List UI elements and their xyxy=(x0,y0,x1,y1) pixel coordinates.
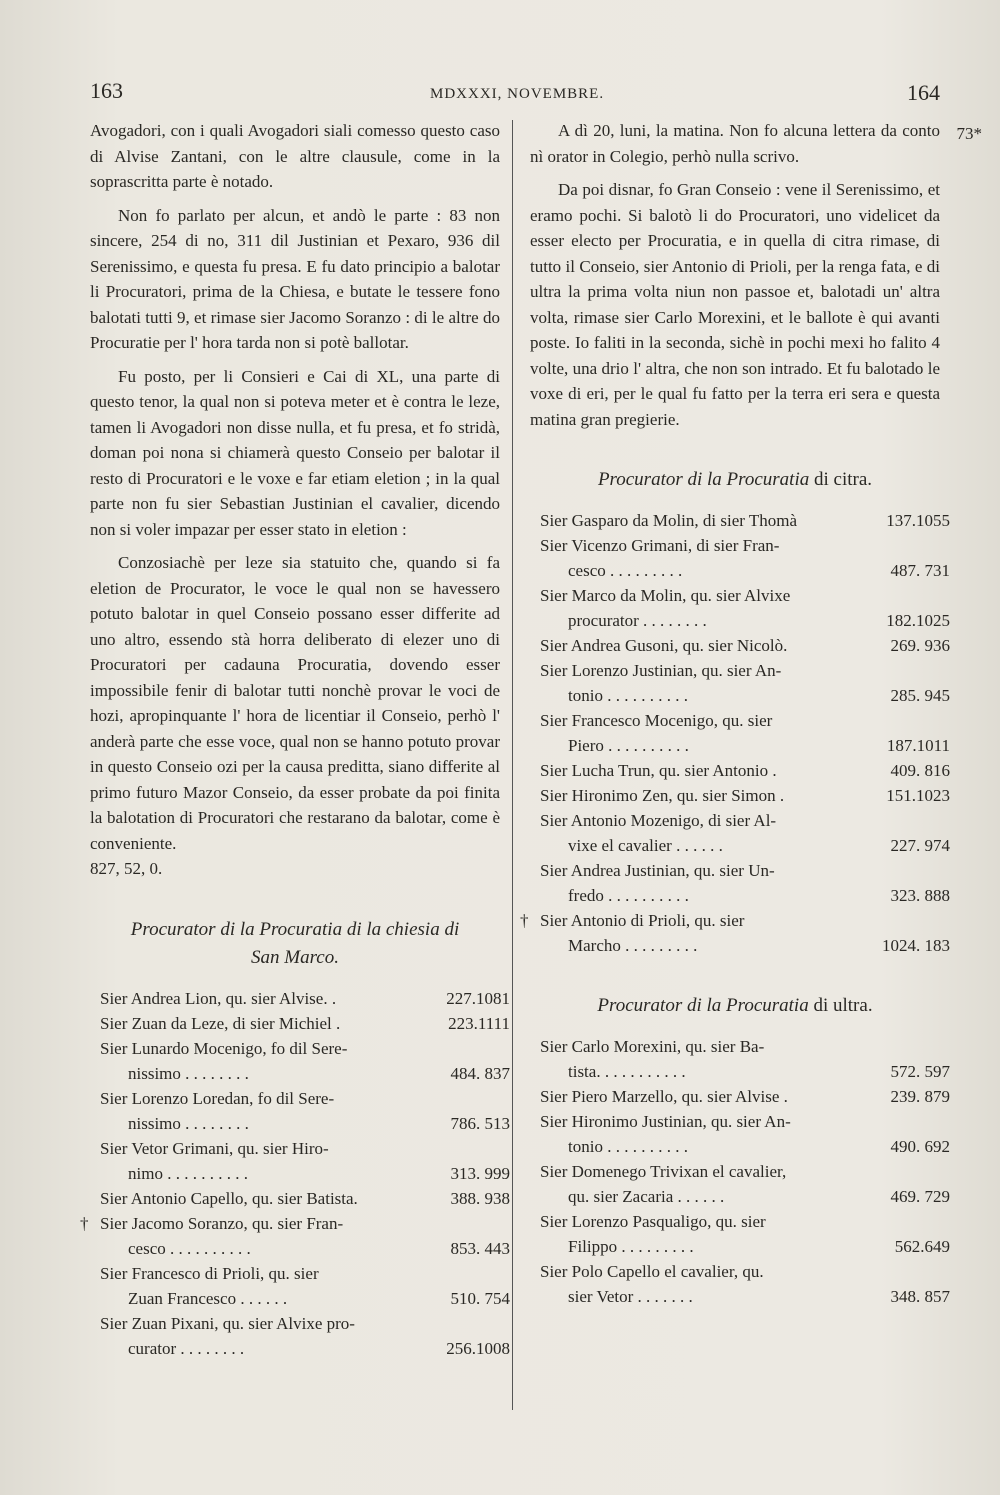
table-row xyxy=(540,783,950,808)
table-row xyxy=(540,1034,950,1084)
entry-name-cell xyxy=(520,908,882,958)
entry-name: Sier Vetor Grimani, qu. sier Hiro- xyxy=(100,1138,329,1158)
table-row xyxy=(100,1086,510,1136)
entry-votes: 227.1081 xyxy=(446,988,510,1008)
table-row xyxy=(100,1136,510,1186)
entry-name-continuation: Piero . . . . . . . . . . xyxy=(568,736,689,755)
entry-name-cell xyxy=(100,986,444,1011)
entry-name: Sier Francesco Mocenigo, qu. sier xyxy=(540,711,773,730)
entry-votes: 484. 837 xyxy=(450,1063,510,1083)
entry-name: Sier Zuan Pixani, qu. sier Alvixe pro- xyxy=(100,1313,355,1333)
entry-name-cell xyxy=(100,1136,444,1186)
entry-name-continuation: vixe el cavalier . . . . . . xyxy=(568,836,723,855)
paragraph: Avogadori, con i quali Avogadori siali comesso questo caso di Alvise Zantani, con le altre clausule, come in la soprascritta parte è notado. xyxy=(90,121,500,191)
entry-name-cell xyxy=(540,1209,884,1259)
table-row xyxy=(540,533,950,583)
entry-votes: 182.1025 xyxy=(886,611,950,630)
table-row xyxy=(540,858,950,908)
entry-name: Sier Andrea Lion, qu. sier Alvise. . xyxy=(100,988,337,1008)
entry-name: Sier Lunardo Mocenigo, fo dil Sere- xyxy=(100,1038,348,1058)
entry-name: Sier Antonio di Prioli, qu. sier xyxy=(540,911,745,930)
dagger-mark: † xyxy=(520,911,529,930)
page-number-right: 164 xyxy=(907,80,940,105)
entry-name-cell xyxy=(540,583,882,633)
entry-name: Sier Polo Capello el cavalier, qu. xyxy=(540,1262,764,1281)
paragraph: Non fo parlato per alcun, et andò le parte : 83 non sincere, 254 di no, 311 dil Justinian et Pexaro, 936 dil Serenissimo, e questa fu presa. E fu dato principio a balotar li Procuratori, prima de la Chiesa, e butate le tessere fono balotati tutti 9, et rimase sier Jacomo Soranzo : di le altre do Procuratie per l' hora tarda non si potè ballotar. xyxy=(90,205,500,352)
entry-name: Sier Andrea Justinian, qu. sier Un- xyxy=(540,861,775,880)
entry-votes: 786. 513 xyxy=(450,1113,510,1133)
entry-votes: 285. 945 xyxy=(890,686,950,705)
section-title-line: Procurator di la Procuratia di la chiesia di xyxy=(130,918,460,940)
entry-votes: 853. 443 xyxy=(450,1238,510,1258)
entry-votes: 1024. 183 xyxy=(882,936,950,955)
page-number-left: 163 xyxy=(90,78,123,103)
section-title-italic: Procurator di la Procuratia xyxy=(597,995,809,1016)
entry-name: Sier Lorenzo Loredan, fo dil Sere- xyxy=(100,1088,335,1108)
table-row xyxy=(540,1159,950,1209)
table-row xyxy=(540,658,950,708)
entry-name: Sier Lorenzo Pasqualigo, qu. sier xyxy=(540,1212,766,1231)
column-divider xyxy=(512,120,513,1410)
entry-name-cell xyxy=(100,1311,444,1361)
paragraph: Da poi disnar, fo Gran Conseio : vene il Serenissimo, et eramo pochi. Si balotò li do Procuratori, uno videlicet da esser electo per Procuratia, e in quella di citra rimase, di tutto il Conseio, sier Antonio di Prioli, per la renga fata, e di ultra la prima volta niun non passoe et, balotadi un' altra volta, rimase sier Carlo Morexini, et le ballote è qui avanti poste. Io faliti in la seconda, sichè in pochi mexi ho falito 4 volte, una drio l' altra, che non son intrado. Et fu balotado le voxe di eri, per le qual fu fatto per la terra eri sera e questa matina gran pregierie. xyxy=(530,180,940,429)
entry-name-continuation: nissimo . . . . . . . . xyxy=(128,1063,249,1083)
entry-name-continuation: qu. sier Zacaria . . . . . . xyxy=(568,1187,725,1206)
entry-name-cell xyxy=(100,1186,444,1211)
table-row xyxy=(540,1259,950,1309)
votes-table xyxy=(520,508,950,958)
entry-name-cell xyxy=(540,658,882,708)
entry-votes: 487. 731 xyxy=(890,561,950,580)
section-title xyxy=(530,466,940,494)
table-row xyxy=(540,633,950,658)
left-column xyxy=(80,118,510,1361)
entry-votes: 227. 974 xyxy=(890,836,950,855)
entry-name-continuation: cesco . . . . . . . . . . xyxy=(128,1238,251,1258)
table-row xyxy=(540,583,950,633)
entry-name: Sier Andrea Gusoni, qu. sier Nicolò. xyxy=(540,636,788,655)
entry-votes: 348. 857 xyxy=(890,1287,950,1306)
entry-name: Sier Carlo Morexini, qu. sier Ba- xyxy=(540,1037,765,1056)
paragraph: Conzosiachè per leze sia statuito che, quando si fa eletion de Procurator, le voce le qual non se havessero potuto balotar in quel Conseio possano esser differite ad uno altro, essendo stà horra deliberato di elezer uno di Procuratori per cadauna Procuratia, dovendo esser impossibile fenir di balotar tutti nonchè provar le voci de hozi, apropinquante l' hora de licentiar il Conseio, perhò l' anderà parte che esse voce, qual non se hanno potuto provar in questo Conseio ozi per la causa preditta, siano differite al primo futuro Mazor Conseio, da esser probate da poi finita la balotation di Procuratori che restarano da balotar, come è conveniente. xyxy=(90,553,500,853)
entry-name-continuation: curator . . . . . . . . xyxy=(128,1338,245,1358)
entry-name: Sier Hironimo Zen, qu. sier Simon . xyxy=(540,786,785,805)
table-row xyxy=(540,1084,950,1109)
entry-votes: 137.1055 xyxy=(886,511,950,530)
table-row xyxy=(100,1186,510,1211)
entry-votes: 269. 936 xyxy=(890,636,950,655)
entry-votes: 323. 888 xyxy=(890,886,950,905)
entry-name: Sier Zuan da Leze, di sier Michiel . xyxy=(100,1013,341,1033)
entry-votes: 313. 999 xyxy=(450,1163,510,1183)
entry-name-continuation: sier Vetor . . . . . . . xyxy=(568,1287,693,1306)
entry-name-cell xyxy=(540,783,882,808)
entry-name: Sier Gasparo da Molin, di sier Thomà xyxy=(540,511,798,530)
entry-name-continuation: tonio . . . . . . . . . . xyxy=(568,686,688,705)
entry-name-continuation: tista. . . . . . . . . . . xyxy=(568,1062,686,1081)
table-row xyxy=(540,908,950,958)
table-row xyxy=(540,508,950,533)
right-column xyxy=(520,118,950,1309)
entry-name-cell xyxy=(540,1084,884,1109)
paragraph: Fu posto, per li Consieri e Cai di XL, una parte di questo tenor, la qual non si poteva meter et è contra le leze, tamen li Avogadori non disse nulla, et fu presa, et fo stridà, doman poi nona si chiamerà questo Conseio per balotar il resto di Procuratori e le voxe e far etiam eletion ; in la qual parte non fu sier Sebastian Justinian el cavalier, dicendo non si voler impazar per esser stato in eletion : xyxy=(90,366,500,539)
paragraph: 827, 52, 0. xyxy=(90,859,163,878)
table-row xyxy=(100,1011,510,1036)
votes-table xyxy=(80,986,510,1361)
running-title: MDXXXI, NOVEMBRE. xyxy=(430,86,605,102)
table-row xyxy=(100,1036,510,1086)
entry-name-cell xyxy=(540,708,882,758)
entry-name-cell xyxy=(540,858,882,908)
entry-votes: 469. 729 xyxy=(890,1187,950,1206)
entry-votes: 239. 879 xyxy=(890,1087,950,1106)
entry-name-cell xyxy=(540,1034,884,1084)
table-row xyxy=(540,1209,950,1259)
page-header xyxy=(90,78,950,108)
entry-votes: 388. 938 xyxy=(450,1188,510,1208)
entry-votes: 187.1011 xyxy=(886,736,950,755)
entry-votes: 510. 754 xyxy=(450,1288,510,1308)
entry-name-cell xyxy=(100,1261,444,1311)
table-row xyxy=(540,708,950,758)
entry-name-continuation: nissimo . . . . . . . . xyxy=(128,1113,249,1133)
section-title xyxy=(530,992,940,1020)
entry-name: Sier Piero Marzello, qu. sier Alvise . xyxy=(540,1087,788,1106)
section-title xyxy=(90,916,500,972)
entry-name-cell xyxy=(100,1036,444,1086)
entry-name-continuation: nimo . . . . . . . . . . xyxy=(128,1163,248,1183)
entry-name-continuation: Filippo . . . . . . . . . xyxy=(568,1237,694,1256)
entry-name-continuation: fredo . . . . . . . . . . xyxy=(568,886,689,905)
entry-name-cell xyxy=(540,808,882,858)
entry-name: Sier Lucha Trun, qu. sier Antonio . xyxy=(540,761,777,780)
entry-name: Sier Antonio Mozenigo, di sier Al- xyxy=(540,811,777,830)
table-row xyxy=(540,758,950,783)
entry-votes: 490. 692 xyxy=(890,1137,950,1156)
entry-name-continuation: tonio . . . . . . . . . . xyxy=(568,1137,688,1156)
entry-votes: 409. 816 xyxy=(890,761,950,780)
table-row xyxy=(540,1109,950,1159)
entry-votes: 572. 597 xyxy=(890,1062,950,1081)
section-title-italic: Procurator di la Procuratia xyxy=(597,469,810,490)
entry-name-cell xyxy=(100,1086,444,1136)
table-row xyxy=(100,1211,510,1261)
entry-name: Sier Lorenzo Justinian, qu. sier An- xyxy=(540,661,782,680)
entry-name: Sier Jacomo Soranzo, qu. sier Fran- xyxy=(100,1213,344,1233)
entry-name: Sier Vicenzo Grimani, di sier Fran- xyxy=(540,536,780,555)
entry-name-cell xyxy=(540,1109,884,1159)
entry-votes: 223.1111 xyxy=(448,1013,510,1033)
entry-name-cell xyxy=(540,1159,884,1209)
entry-name-cell xyxy=(540,633,882,658)
table-row xyxy=(540,808,950,858)
table-row xyxy=(100,1261,510,1311)
entry-name-continuation: Zuan Francesco . . . . . . xyxy=(128,1288,288,1308)
entry-name: Sier Antonio Capello, qu. sier Batista. xyxy=(100,1188,358,1208)
entry-name-cell xyxy=(540,508,882,533)
entry-name-continuation: cesco . . . . . . . . . xyxy=(568,561,683,580)
section-title-rest: di ultra. xyxy=(813,995,873,1016)
entry-votes: 151.1023 xyxy=(886,786,950,805)
entry-name-cell xyxy=(540,758,882,783)
entry-name: Sier Domenego Trivixan el cavalier, xyxy=(540,1162,787,1181)
entry-votes: 562.649 xyxy=(894,1237,950,1256)
entry-name: Sier Marco da Molin, qu. sier Alvixe xyxy=(540,586,791,605)
margin-note: 73* xyxy=(956,124,982,143)
entry-name: Sier Francesco di Prioli, qu. sier xyxy=(100,1263,319,1283)
entry-name-cell xyxy=(80,1211,444,1261)
entry-name-cell xyxy=(540,1259,884,1309)
entry-name-continuation: procurator . . . . . . . . xyxy=(568,611,707,630)
entry-name-continuation: Marcho . . . . . . . . . xyxy=(568,936,698,955)
table-row xyxy=(100,1311,510,1361)
dagger-mark: † xyxy=(80,1213,89,1233)
entry-name: Sier Hironimo Justinian, qu. sier An- xyxy=(540,1112,791,1131)
section-title-rest: di citra. xyxy=(814,469,873,490)
section-title-line: San Marco. xyxy=(251,946,339,968)
entry-name-cell xyxy=(540,533,882,583)
entry-votes: 256.1008 xyxy=(446,1338,510,1358)
votes-table xyxy=(540,1034,950,1309)
paragraph: A dì 20, luni, la matina. Non fo alcuna lettera da conto nì orator in Colegio, perhò nulla scrivo. xyxy=(530,121,940,166)
table-row xyxy=(100,986,510,1011)
entry-name-cell xyxy=(100,1011,444,1036)
